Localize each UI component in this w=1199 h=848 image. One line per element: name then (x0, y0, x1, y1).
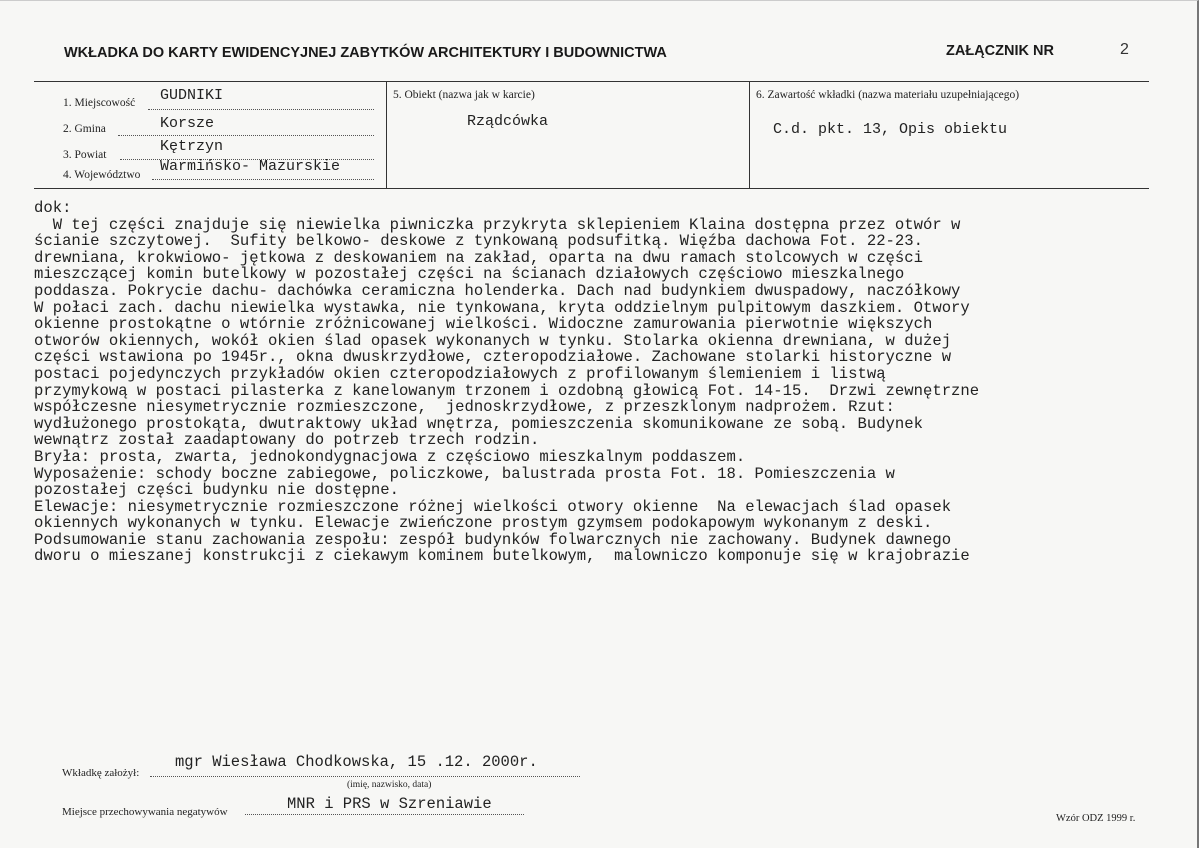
storage-underline (245, 814, 524, 815)
annex-label: ZAŁĄCZNIK NR (946, 43, 1054, 59)
description-line: części wstawiona po 1945r., okna dwuskrzydłowe, czteropodziałowe. Zachowane stolarki historyczne w (34, 348, 952, 367)
description-line: otworów okiennych, wokół okien ślad opasek wykonanych w tynku. Stolarka okienna drewniana, w dużej (34, 331, 952, 350)
storage-value: MNR i PRS w Szreniawie (287, 795, 492, 813)
gmina-value: Korsze (160, 115, 215, 132)
author-underline (150, 776, 580, 777)
description-line: postaci pojedynczych przykładów okien czteropodziałowych z profilowanym ślemieniem i listwą (34, 364, 886, 383)
powiat-value: Kętrzyn (160, 138, 224, 155)
description-line: dworu o mieszanej konstrukcji z ciekawym kominem butelkowym, malowniczo komponuje się w krajobrazie (34, 547, 970, 566)
description-line: okienne prostokątne o wtórnie zróżnicowanej wielkości. Widoczne zamurowania pierwotnie większych (34, 315, 933, 334)
table-top-border (34, 81, 1149, 82)
miejscowosc-value: GUDNIKI (160, 87, 224, 104)
author-label: Wkładkę założył: (62, 767, 140, 779)
description-line: ścianie szczytowej. Sufity belkowo- deskowe z tynkowaną podsufitką. Więźba dachowa Fot. 22-23. (34, 232, 923, 251)
author-hint: (imię, nazwisko, data) (347, 780, 432, 790)
description-line: W połaci zach. dachu niewielka wystawka, nie tynkowana, kryta oddzielnym pulpitowym daszkiem. Otwory (34, 298, 970, 317)
description-line: mieszczącej komin butelkowy w pozostałej części na ścianach działowych częściowo mieszkalnego (34, 265, 905, 284)
obiekt-label: 5. Obiekt (nazwa jak w karcie) (393, 89, 535, 101)
description-line: Wyposażenie: schody boczne zabiegowe, policzkowe, balustrada prosta Fot. 18. Pomieszczenia w (34, 464, 895, 483)
description-text (34, 200, 1184, 565)
miejscowosc-underline (148, 109, 374, 110)
description-line: W tej części znajduje się niewielka piwniczka przykryta sklepieniem Klaina dostępna przez otwór w (34, 215, 961, 234)
powiat-label: 3. Powiat (63, 149, 107, 161)
description-line: Podsumowanie stanu zachowania zespołu: zespół budynków folwarcznych nie zachowany. Budynek dawnego (34, 530, 952, 549)
wojewodztwo-label: 4. Województwo (63, 169, 141, 181)
miejscowosc-label: 1. Miejscowość (63, 97, 136, 109)
gmina-label: 2. Gmina (63, 123, 106, 135)
description-line: poddasza. Pokrycie dachu- dachówka ceramiczna holenderka. Dach nad budynkiem dwuspadowy, naczółkowy (34, 281, 961, 300)
annex-number: 2 (1120, 41, 1129, 58)
wojewodztwo-value: Warmińsko- Mazurskie (160, 158, 341, 175)
zawartosc-label: 6. Zawartość wkładki (nazwa materiału uzupełniającego) (756, 89, 1020, 101)
description-line: okiennych wykonanych w tynku. Elewacje zwieńczone prostym gzymsem podokapowym wykonanym z deski. (34, 514, 933, 533)
zawartosc-value: C.d. pkt. 13, Opis obiektu (773, 121, 1008, 138)
obiekt-value: Rządcówka (467, 113, 549, 130)
wojewodztwo-underline (152, 179, 374, 180)
table-bottom-border (34, 188, 1149, 189)
description-line: przymykową w postaci pilasterka z kanelowanym trzonem i ozdobną głowicą Fot. 14-15. Drzwi zewnętrzne (34, 381, 980, 400)
description-line: Elewacje: niesymetrycznie rozmieszczone różnej wielkości otwory okienne Na elewacjach ślad opasek (34, 497, 952, 516)
description-line: Bryła: prosta, zwarta, jednokondygnacjowa z częściowo mieszkalnym poddaszem. (34, 447, 746, 466)
description-line: wewnątrz został zaadaptowany do potrzeb trzech rodzin. (34, 431, 540, 450)
table-divider-2 (749, 81, 750, 188)
description-line: dok: (34, 199, 72, 217)
description-line: wydłużonego prostokąta, dwutraktowy układ wnętrza, pomieszczenia skomunikowane ze sobą. Budynek (34, 414, 923, 433)
storage-label: Miejsce przechowywania negatywów (62, 806, 228, 818)
description-line: drewniana, krokwiowo- jętkowa z deskowaniem na zakład, oparta na dwu ramach stolcowych w części (34, 248, 923, 267)
gmina-underline (118, 135, 374, 136)
form-version: Wzór ODZ 1999 r. (1056, 813, 1136, 824)
description-line: pozostałej części budynku nie dostępne. (34, 481, 399, 500)
author-value: mgr Wiesława Chodkowska, 15 .12. 2000r. (175, 753, 538, 771)
description-line: współczesne niesymetrycznie rozmieszczone, jednoskrzydłowe, z przeszklonym nadprożem. Rzut: (34, 398, 895, 417)
table-divider-1 (386, 81, 387, 188)
form-title: WKŁADKA DO KARTY EWIDENCYJNEJ ZABYTKÓW ARCHITEKTURY I BUDOWNICTWA (64, 45, 667, 61)
